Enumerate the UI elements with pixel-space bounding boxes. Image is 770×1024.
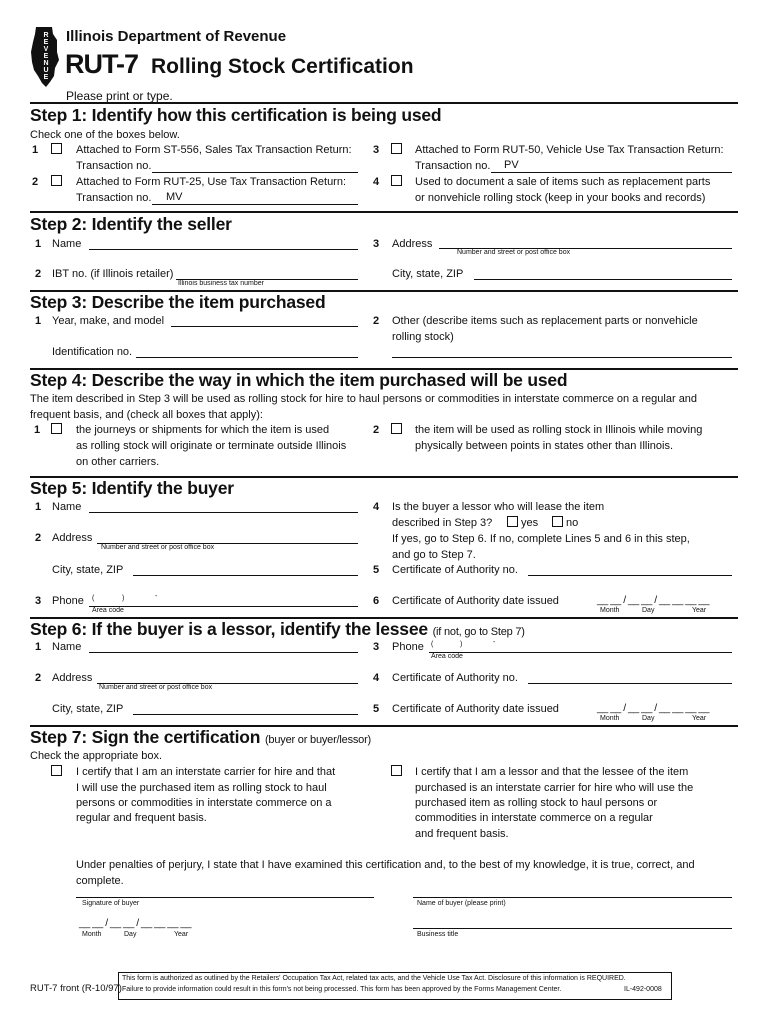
step5-field-1-number: 1 — [35, 501, 42, 513]
step4-option-1-label-2: as rolling stock will originate or terminate outside Illinois — [76, 440, 347, 452]
step4-option-2-number: 2 — [373, 424, 380, 436]
buyer-coa-month-hint: Month — [600, 607, 620, 614]
step1-option-2-txn-value: MV — [166, 191, 183, 203]
lessee-phone-field[interactable] — [429, 652, 732, 653]
lessee-coa-year-hint: Year — [692, 715, 707, 722]
buyer-business-title-hint: Business title — [417, 931, 459, 938]
step2-title: Step 2: Identify the seller — [30, 214, 232, 234]
item-other-field[interactable] — [392, 357, 732, 358]
item-id-label: Identification no. — [52, 346, 133, 358]
seller-address-hint: Number and street or post office box — [457, 249, 571, 256]
step5-field-4-number: 4 — [373, 501, 380, 513]
carrier-certify-text-3: persons or commodities in interstate commerce on a — [76, 797, 332, 809]
step5-field-3-number: 3 — [35, 595, 42, 607]
step3-title: Step 3: Describe the item purchased — [30, 292, 326, 312]
step1-option-2-txn-label: Transaction no. — [76, 192, 152, 204]
lessee-address-hint: Number and street or post office box — [99, 684, 213, 691]
form-id: RUT-7 — [65, 49, 139, 79]
buyer-name-label: Name — [52, 501, 82, 513]
perjury-statement-2: complete. — [76, 875, 124, 887]
buyer-lessor-yes-checkbox[interactable] — [507, 516, 518, 527]
buyer-name-field[interactable] — [89, 512, 358, 513]
form-code: IL-492-0008 — [624, 986, 662, 993]
buyer-lessor-question: Is the buyer a lessor who will lease the item — [392, 501, 605, 513]
lessee-name-label: Name — [52, 641, 82, 653]
step7-title-note: (buyer or buyer/lessor) — [264, 734, 372, 746]
lessee-coa-date-label: Certificate of Authority date issued — [392, 703, 559, 715]
step1-option-4-label-2: or nonvehicle rolling stock (keep in your books and records) — [415, 192, 706, 204]
step1-option-1-txn-label: Transaction no. — [76, 160, 152, 172]
step1-option-3-txn-label: Transaction no. — [415, 160, 491, 172]
step3-field-2-number: 2 — [373, 315, 380, 327]
step6-field-5-number: 5 — [373, 703, 380, 715]
buyer-coa-date-label: Certificate of Authority date issued — [392, 595, 559, 607]
step4-title: Step 4: Describe the way in which the item purchased will be used — [30, 370, 568, 390]
lessee-city-field[interactable] — [133, 714, 358, 715]
lessee-phone-paren-open: ( — [431, 641, 434, 648]
lessee-coa-label: Certificate of Authority no. — [392, 672, 518, 684]
step6-field-1-number: 1 — [35, 641, 42, 653]
carrier-certify-text-4: regular and frequent basis. — [76, 812, 207, 824]
lessor-certify-checkbox[interactable] — [391, 765, 402, 776]
step7-intro: Check the appropriate box. — [30, 750, 163, 762]
seller-name-field[interactable] — [89, 249, 358, 250]
step1-option-3-txn-field[interactable] — [491, 172, 732, 173]
perjury-statement: Under penalties of perjury, I state that I have examined this certification and, to the best of my knowledge, it is true, correct, and — [76, 859, 695, 871]
item-other-label: Other (describe items such as replacement parts or nonvehicle — [392, 315, 698, 327]
step6-field-2-number: 2 — [35, 672, 42, 684]
step1-option-1-label: Attached to Form ST-556, Sales Tax Transaction Return: — [76, 144, 352, 156]
buyer-phone-hint: Area code — [92, 607, 124, 614]
step6-field-3-number: 3 — [373, 641, 380, 653]
step2-field-2-number: 2 — [35, 268, 42, 280]
lessor-certify-text: I certify that I am a lessor and that the lessee of the item — [415, 766, 689, 778]
step6-title — [30, 619, 525, 640]
logo-letter: E — [43, 39, 49, 46]
step1-option-4-checkbox[interactable] — [391, 175, 402, 186]
logo-letter: U — [43, 67, 49, 74]
step1-title: Step 1: Identify how this certification is being used — [30, 105, 442, 125]
buyer-phone-paren-close: ) — [122, 595, 125, 602]
seller-address-label: Address — [392, 238, 433, 250]
buyer-city-field[interactable] — [133, 575, 358, 576]
signature-date-field[interactable]: __ __ / __ __ / __ __ __ __ — [79, 917, 192, 929]
step4-option-2-label-2: physically between points in states other than Illinois. — [415, 440, 674, 452]
lessor-certify-text-4: commodities in interstate commerce on a regular — [415, 812, 653, 824]
seller-ibt-label: IBT no. (if Illinois retailer) — [52, 268, 174, 280]
buyer-lessor-question-2: described in Step 3? — [392, 517, 493, 529]
lessee-phone-hint: Area code — [431, 653, 463, 660]
buyer-printed-name-hint: Name of buyer (please print) — [417, 900, 506, 907]
buyer-coa-year-hint: Year — [692, 607, 707, 614]
legal-notice-2: Failure to provide information could result in this form's not being processed. This form has been approved by the Forms Management Center. — [122, 986, 562, 993]
step1-option-4-number: 4 — [373, 176, 380, 188]
step7-title-text: Step 7: Sign the certification — [30, 727, 261, 747]
step6-title-note: (if not, go to Step 7) — [432, 626, 525, 638]
signature-month-hint: Month — [82, 931, 102, 938]
step4-option-2-checkbox[interactable] — [391, 423, 402, 434]
buyer-phone-paren-open: ( — [92, 595, 95, 602]
lessee-coa-day-hint: Day — [642, 715, 655, 722]
step2-field-1-number: 1 — [35, 238, 42, 250]
form-title: Rolling Stock Certification — [151, 55, 414, 78]
lessor-certify-text-3: purchased item as rolling stock to haul persons or — [415, 797, 658, 809]
carrier-certify-checkbox[interactable] — [51, 765, 62, 776]
logo-letter: E — [43, 74, 49, 81]
step4-option-2-label: the item will be used as rolling stock in Illinois while moving — [415, 424, 703, 436]
step1-option-2-number: 2 — [32, 176, 39, 188]
form-revision: RUT-7 front (R-10/97) — [30, 983, 122, 994]
step4-option-1-label: the journeys or shipments for which the item is used — [76, 424, 330, 436]
step1-option-1-checkbox[interactable] — [51, 143, 62, 154]
buyer-signature-field[interactable] — [76, 897, 374, 898]
buyer-coa-date-field[interactable]: __ __ / __ __ / __ __ __ __ — [597, 594, 710, 606]
department-name: Illinois Department of Revenue — [66, 28, 287, 45]
buyer-printed-name-field[interactable] — [413, 897, 732, 898]
step1-option-4-label: Used to document a sale of items such as replacement parts — [415, 176, 711, 188]
illinois-state-logo — [30, 26, 60, 88]
step5-field-5-number: 5 — [373, 564, 380, 576]
seller-city-label: City, state, ZIP — [392, 268, 464, 280]
step1-option-2-txn-field[interactable] — [152, 204, 358, 205]
buyer-lessor-instruction-2: and go to Step 7. — [392, 549, 476, 561]
carrier-certify-text: I certify that I am an interstate carrier for hire and that — [76, 766, 336, 778]
lessee-phone-label: Phone — [392, 641, 424, 653]
item-id-field[interactable] — [136, 357, 358, 358]
buyer-business-title-field[interactable] — [413, 928, 732, 929]
buyer-address-hint: Number and street or post office box — [101, 544, 215, 551]
buyer-address-label: Address — [52, 532, 93, 544]
lessee-name-field[interactable] — [89, 652, 358, 653]
step4-option-1-label-3: on other carriers. — [76, 456, 160, 468]
carrier-certify-text-2: I will use the purchased item as rolling stock to haul — [76, 782, 327, 794]
lessee-coa-field[interactable] — [528, 683, 732, 684]
step3-field-1-number: 1 — [35, 315, 42, 327]
signature-year-hint: Year — [174, 931, 189, 938]
buyer-coa-label: Certificate of Authority no. — [392, 564, 518, 576]
step7-title — [30, 727, 371, 748]
seller-ibt-hint: Illinois business tax number — [178, 280, 264, 287]
step4-intro: The item described in Step 3 will be used as rolling stock for hire to haul persons or commodities in interstate commerce on a regular and — [30, 393, 698, 405]
buyer-phone-label: Phone — [52, 595, 84, 607]
step5-field-2-number: 2 — [35, 532, 42, 544]
buyer-coa-field[interactable] — [528, 575, 732, 576]
lessor-certify-text-2: purchased is an interstate carrier for hire who will use the — [415, 782, 694, 794]
logo-letter: E — [43, 53, 49, 60]
seller-city-field[interactable] — [474, 279, 732, 280]
lessee-phone-dash: - — [493, 639, 496, 646]
step6-field-4-number: 4 — [373, 672, 380, 684]
buyer-lessor-no-checkbox[interactable] — [552, 516, 563, 527]
step1-option-2-label: Attached to Form RUT-25, Use Tax Transaction Return: — [76, 176, 347, 188]
item-other-label-2: rolling stock) — [392, 331, 454, 343]
step4-option-1-checkbox[interactable] — [51, 423, 62, 434]
logo-letter: V — [43, 46, 49, 53]
buyer-lessor-no-label: no — [566, 517, 579, 529]
step1-option-3-label: Attached to Form RUT-50, Vehicle Use Tax Transaction Return: — [415, 144, 724, 156]
logo-letter: R — [43, 32, 49, 39]
lessor-certify-text-5: and frequent basis. — [415, 828, 509, 840]
step1-option-3-number: 3 — [373, 144, 380, 156]
buyer-phone-field[interactable] — [89, 606, 358, 607]
lessee-address-label: Address — [52, 672, 93, 684]
step1-option-3-checkbox[interactable] — [391, 143, 402, 154]
legal-notice: This form is authorized as outlined by the Retailers' Occupation Tax Act, related tax acts, and the Vehicle Use Tax Act. Disclosure of this information is REQUIRED. — [122, 975, 626, 982]
step1-option-1-txn-field[interactable] — [152, 172, 358, 173]
step4-intro-2: frequent basis, and (check all boxes that apply): — [30, 409, 263, 421]
lessee-city-label: City, state, ZIP — [52, 703, 124, 715]
lessee-coa-date-field[interactable]: __ __ / __ __ / __ __ __ __ — [597, 702, 710, 714]
step5-title: Step 5: Identify the buyer — [30, 478, 234, 498]
step5-field-6-number: 6 — [373, 595, 380, 607]
step4-option-1-number: 1 — [34, 424, 41, 436]
lessee-phone-paren-close: ) — [460, 641, 463, 648]
item-year-make-model-field[interactable] — [171, 326, 358, 327]
lessee-coa-month-hint: Month — [600, 715, 620, 722]
step1-option-3-txn-value: PV — [504, 159, 519, 171]
step1-option-2-checkbox[interactable] — [51, 175, 62, 186]
step1-intro: Check one of the boxes below. — [30, 129, 180, 141]
seller-name-label: Name — [52, 238, 82, 250]
item-year-make-model-label: Year, make, and model — [52, 315, 165, 327]
buyer-coa-day-hint: Day — [642, 607, 655, 614]
step1-option-1-number: 1 — [32, 144, 39, 156]
buyer-city-label: City, state, ZIP — [52, 564, 124, 576]
buyer-phone-dash: - — [155, 593, 158, 600]
logo-letter: N — [43, 60, 49, 67]
step6-title-text: Step 6: If the buyer is a lessor, identify the lessee — [30, 619, 428, 639]
buyer-signature-hint: Signature of buyer — [82, 900, 140, 907]
print-instruction: Please print or type. — [66, 89, 173, 103]
buyer-lessor-yes-label: yes — [521, 517, 539, 529]
buyer-lessor-instruction: If yes, go to Step 6. If no, complete Lines 5 and 6 in this step, — [392, 533, 690, 545]
signature-day-hint: Day — [124, 931, 137, 938]
step2-field-3-number: 3 — [373, 238, 380, 250]
